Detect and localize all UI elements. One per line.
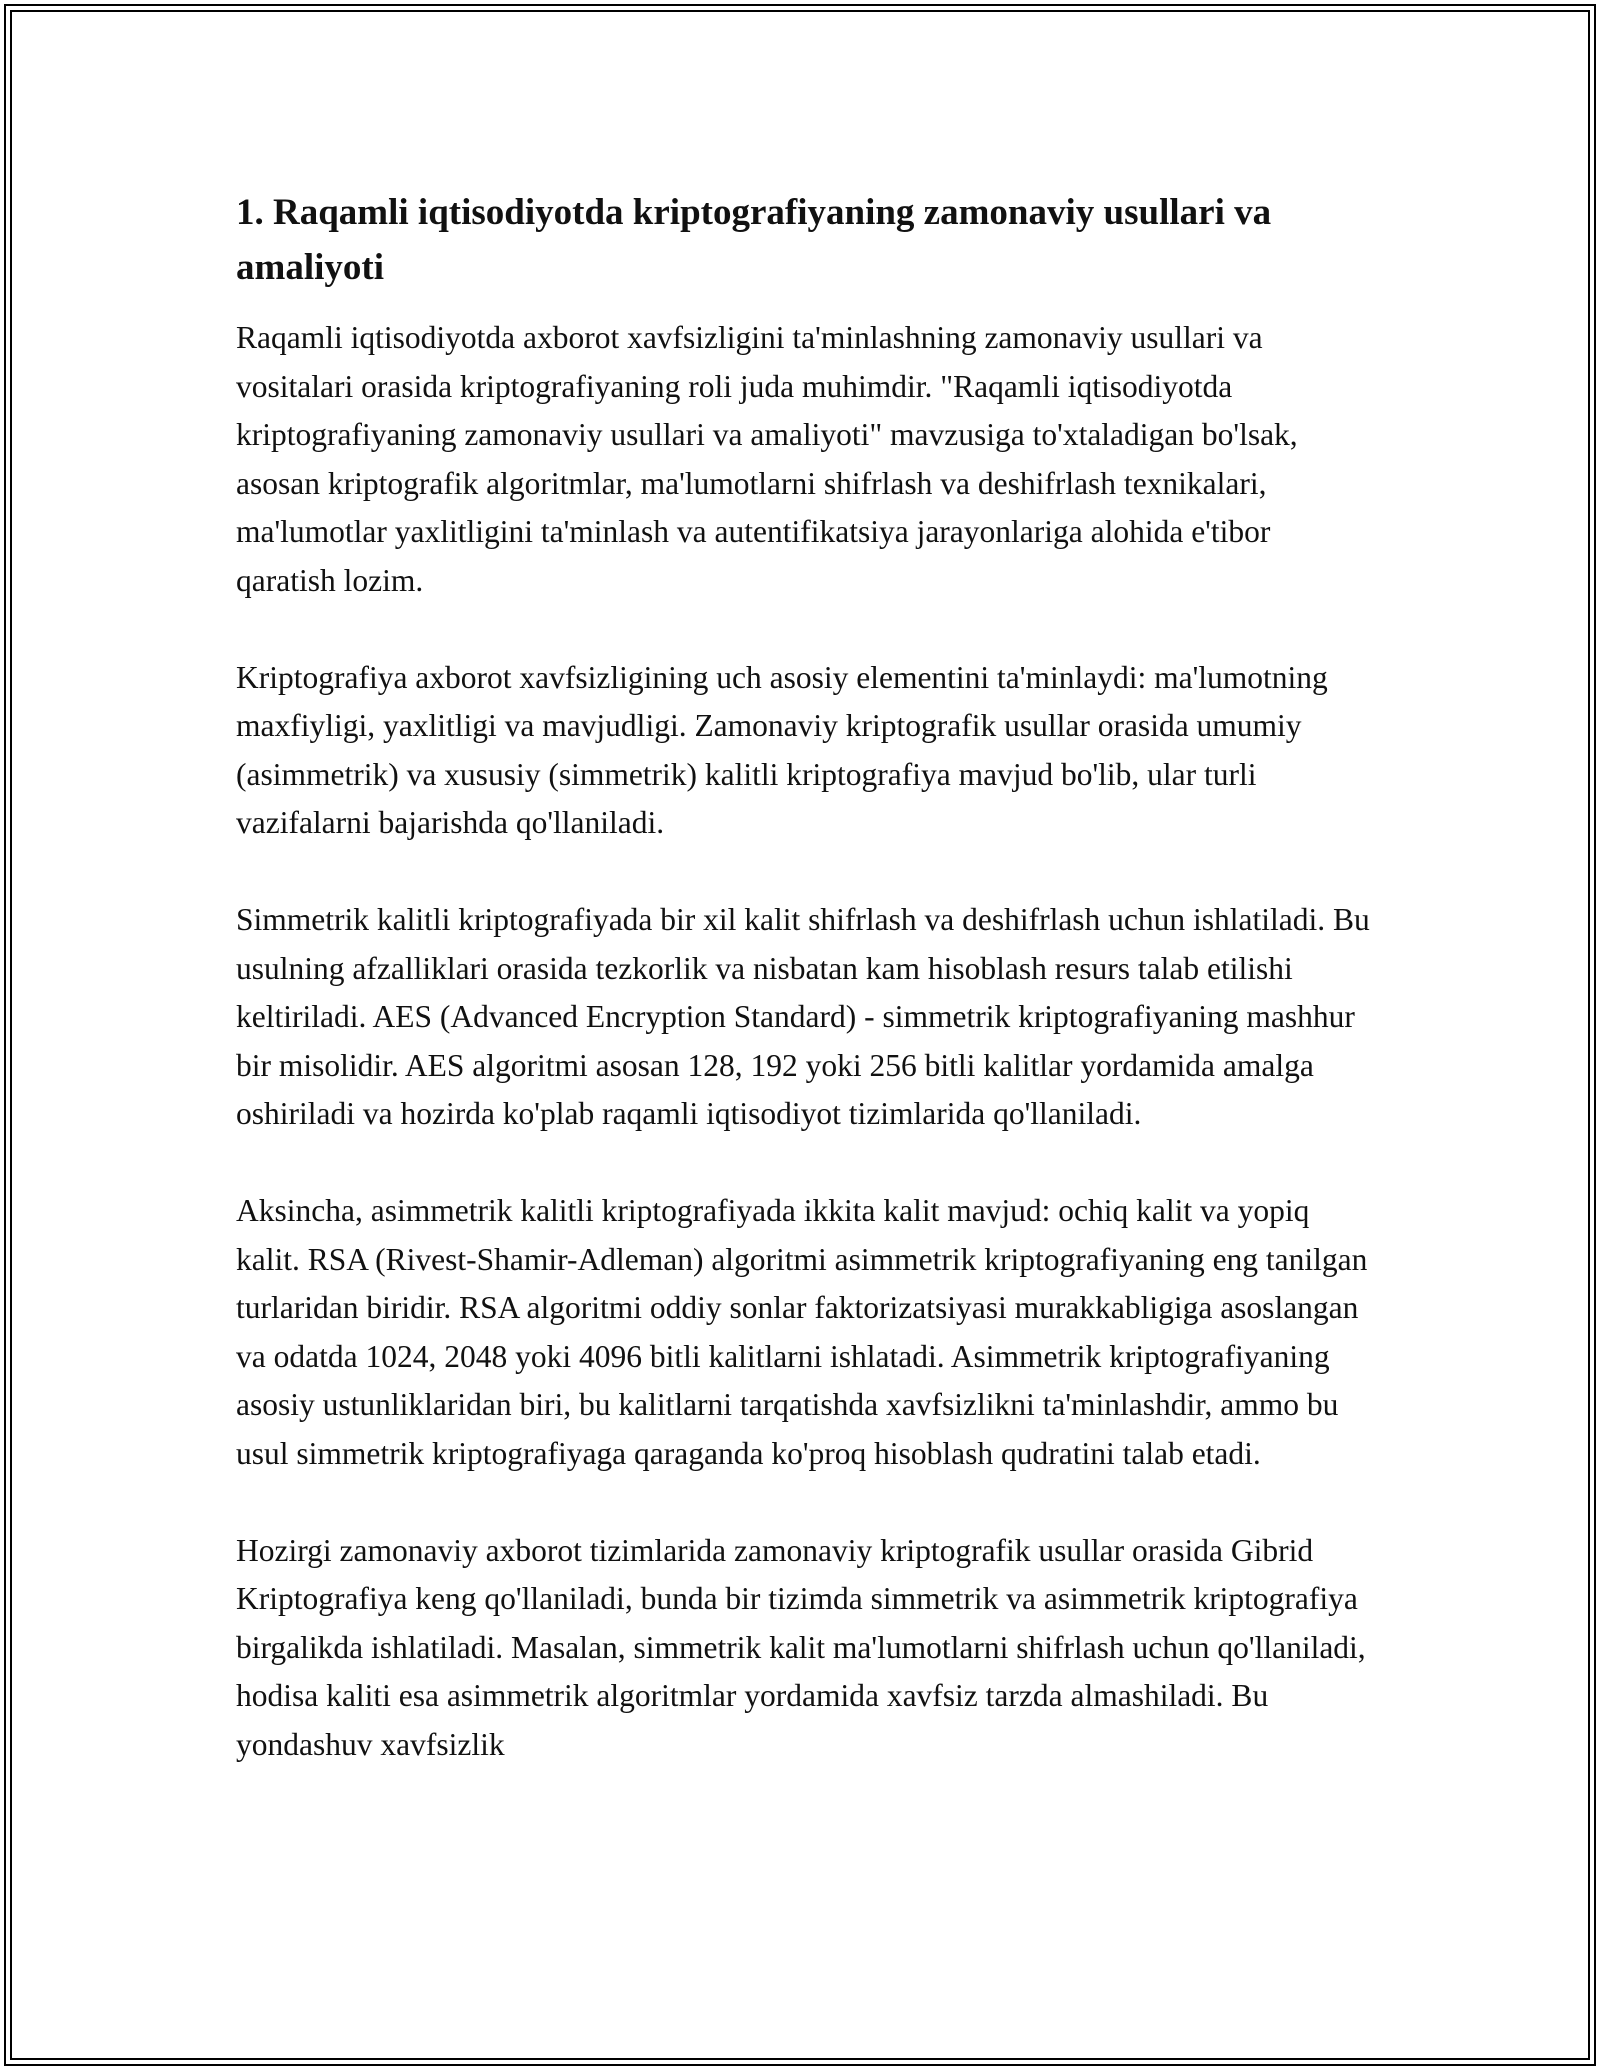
paragraph-4: Aksincha, asimmetrik kalitli kriptografiyada ikkita kalit mavjud: ochiq kalit va yopiq kalit. RSA (Rivest-Shamir-Adleman) algoritmi asimmetrik kriptografiyaning eng tanilgan turlaridan biridir. RSA algoritmi oddiy sonlar faktorizatsiyasi murakkabligiga asoslangan va odatda 1024, 2048 yoki 4096 bitli kalitlarni ishlatadi. Asimmetrik kriptografiyaning asosiy ustunliklaridan biri, bu kalitlarni tarqatishda xavfsizlikni ta'minlashdir, ammo bu usul simmetrik kriptografiyaga qaraganda ko'proq hisoblash qudratini talab etadi.: [236, 1193, 1368, 1471]
paragraph-5: Hozirgi zamonaviy axborot tizimlarida zamonaviy kriptografik usullar orasida Gibrid Kriptografiya keng qo'llaniladi, bunda bir tizimda simmetrik va asimmetrik kriptografiya birgalikda ishlatiladi. Masalan, simmetrik kalit ma'lumotlarni shifrlash uchun qo'llaniladi, hodisa kaliti esa asimmetrik algoritmlar yordamida xavfsiz tarzda almashiladi. Bu yondashuv xavfsizlik: [236, 1532, 1366, 1762]
paragraph-3: Simmetrik kalitli kriptografiyada bir xil kalit shifrlash va deshifrlash uchun ishlatiladi. Bu usulning afzalliklari orasida tezkorlik va nisbatan kam hisoblash resurs talab etilishi keltiriladi. AES (Advanced Encryption Standard) - simmetrik kriptografiyaning mashhur bir misolidir. AES algoritmi asosan 128, 192 yoki 256 bitli kalitlar yordamida amalga oshiriladi va hozirda ko'plab raqamli iqtisodiyot tizimlarida qo'llaniladi.: [236, 902, 1370, 1131]
paragraph-1: Raqamli iqtisodiyotda axborot xavfsizligini ta'minlashning zamonaviy usullari va vositalari orasida kriptografiyaning roli juda muhimdir. "Raqamli iqtisodiyotda kriptografiyaning zamonaviy usullari va amaliyoti" mavzusiga to'xtaladigan bo'lsak, asosan kriptografik algoritmlar, ma'lumotlarni shifrlash va deshifrlash texnikalari, ma'lumotlar yaxlitligini ta'minlash va autentifikatsiya jarayonlariga alohida e'tibor qaratish lozim.: [236, 320, 1298, 598]
section-heading: 1. Raqamli iqtisodiyotda kriptografiyaning zamonaviy usullari va amaliyoti: [236, 192, 1272, 288]
document-body: [236, 185, 1376, 1818]
paragraph-2: Kriptografiya axborot xavfsizligining uch asosiy elementini ta'minlaydi: ma'lumotning maxfiyligi, yaxlitligi va mavjudligi. Zamonaviy kriptografik usullar orasida umumiy (asimmetrik) va xususiy (simmetrik) kalitli kriptografiya mavjud bo'lib, ular turli vazifalarni bajarishda qo'llaniladi.: [236, 659, 1328, 840]
